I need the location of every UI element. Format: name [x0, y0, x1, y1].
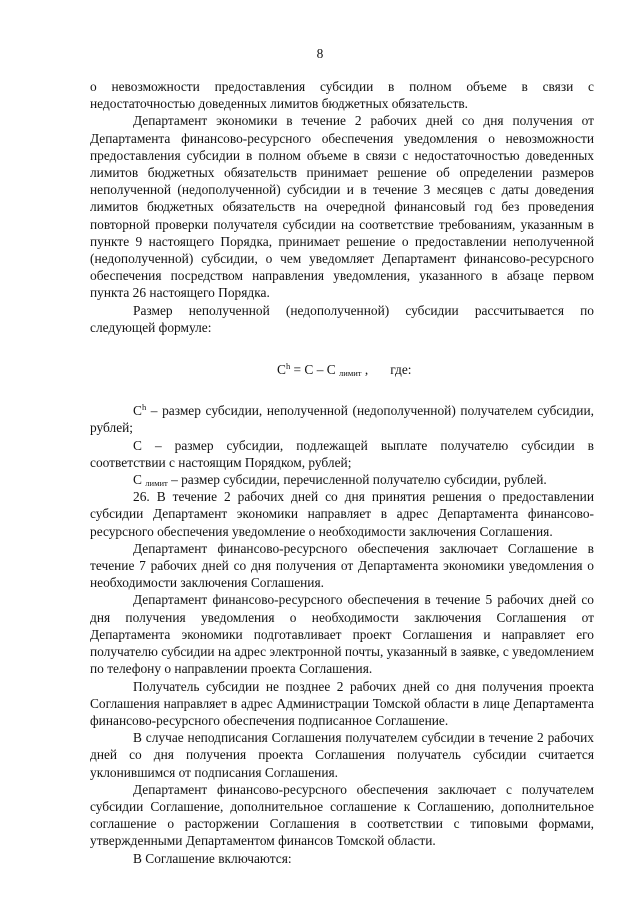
paragraph-26: 26. В течение 2 рабочих дней со дня принятия решения о предоставлении субсидии Департамент экономики направляет в адрес Департамента финансово-ресурсного обеспечения уведомление о необходимости заключения Соглашения. — [90, 489, 594, 539]
paragraph-not-signed: В случае неподписания Соглашения получателем субсидии в течение 2 рабочих дней со дня получения проекта Соглашения получатель субсидии считается уклонившимся от подписания Соглашения. — [90, 730, 594, 780]
formula-comma: , — [361, 362, 369, 378]
definition-c-limit-symbol: С — [133, 472, 146, 488]
formula-c-h: С — [277, 362, 286, 378]
paragraph-continuation: о невозможности предоставления субсидии в полном объеме в связи с недостаточностью доведенных лимитов бюджетных обязательств. — [90, 79, 594, 112]
paragraph-economy-department-decision: Департамент экономики в течение 2 рабочих дней со дня получения от Департамента финансово-ресурсного обеспечения уведомления о невозможности предоставления субсидии в полном объеме в связи с недостаточностью доведенных лимитов бюджетных обязательств принимает решение об определении размеров неполученной (недополученной) субсидии и в течение 3 месяцев с даты доведения лимитов бюджетных обязательств на очередной финансовый год без проведения повторной проверки получателя субсидии на соответствие требованиям, указанным в пункте 9 настоящего Порядка, принимает решение о предоставлении неполученной (недополученной) субсидии, о чем уведомляет Департамент финансово-ресурсного обеспечения посредством направления уведомления, указанного в абзаце первом пункта 26 настоящего Порядка. — [90, 113, 594, 301]
paragraph-standard-forms: Департамент финансово-ресурсного обеспечения заключает с получателем субсидии Соглашение, дополнительное соглашение к Соглашению, дополнительное соглашение о расторжении Соглашения в соответствии с типовыми формами, утвержденными Департаментом финансов Томской области. — [90, 781, 594, 849]
paragraph-agreement-includes: В Соглашение включаются: — [133, 850, 292, 866]
definition-c-h-text: – размер субсидии, неполученной (недополученной) получателем субсидии, рублей; — [90, 403, 594, 436]
definition-c-h — [90, 402, 594, 436]
subsidy-formula — [90, 361, 594, 378]
definition-c: С – размер субсидии, подлежащей выплате получателю субсидии в соответствии с настоящим Порядком, рублей; — [90, 437, 594, 470]
paragraph-agreement-7-days: Департамент финансово-ресурсного обеспечения заключает Соглашение в течение 7 рабочих дней со дня получения от Департамента экономики уведомления о необходимости заключения Соглашения. — [90, 540, 594, 591]
formula-sub-limit: лимит — [339, 368, 362, 379]
definition-c-limit-sub: лимит — [145, 478, 168, 489]
document-body — [90, 78, 594, 867]
definition-c-h-sup: h — [141, 402, 147, 413]
formula-body: = С – С — [290, 362, 340, 378]
definition-c-h-symbol: С — [133, 403, 142, 419]
page-number: 8 — [316, 46, 324, 61]
paragraph-formula-intro: Размер неполученной (недополученной) субсидии рассчитывается по следующей формуле: — [90, 302, 594, 335]
definition-c-limit — [90, 471, 594, 488]
formula-sup-h: h — [285, 361, 291, 372]
paragraph-recipient-signs: Получатель субсидии не позднее 2 рабочих дней со дня получения проекта Соглашения направляет в адрес Администрации Томской области в лице Департамента финансово-ресурсного обеспечения подписанное Соглашение. — [90, 678, 594, 728]
formula-where: где: — [390, 362, 412, 378]
definition-c-limit-text: – размер субсидии, перечисленной получателю субсидии, рублей. — [167, 472, 547, 488]
paragraph-agreement-draft: Департамент финансово-ресурсного обеспечения в течение 5 рабочих дней со дня получения уведомления о необходимости заключения Соглашения от Департамента экономики подготавливает проект Соглашения и направляет его получателю субсидии на адрес электронной почты, указанный в заявке, с уведомлением по телефону о направлении проекта Соглашения. — [90, 592, 594, 677]
